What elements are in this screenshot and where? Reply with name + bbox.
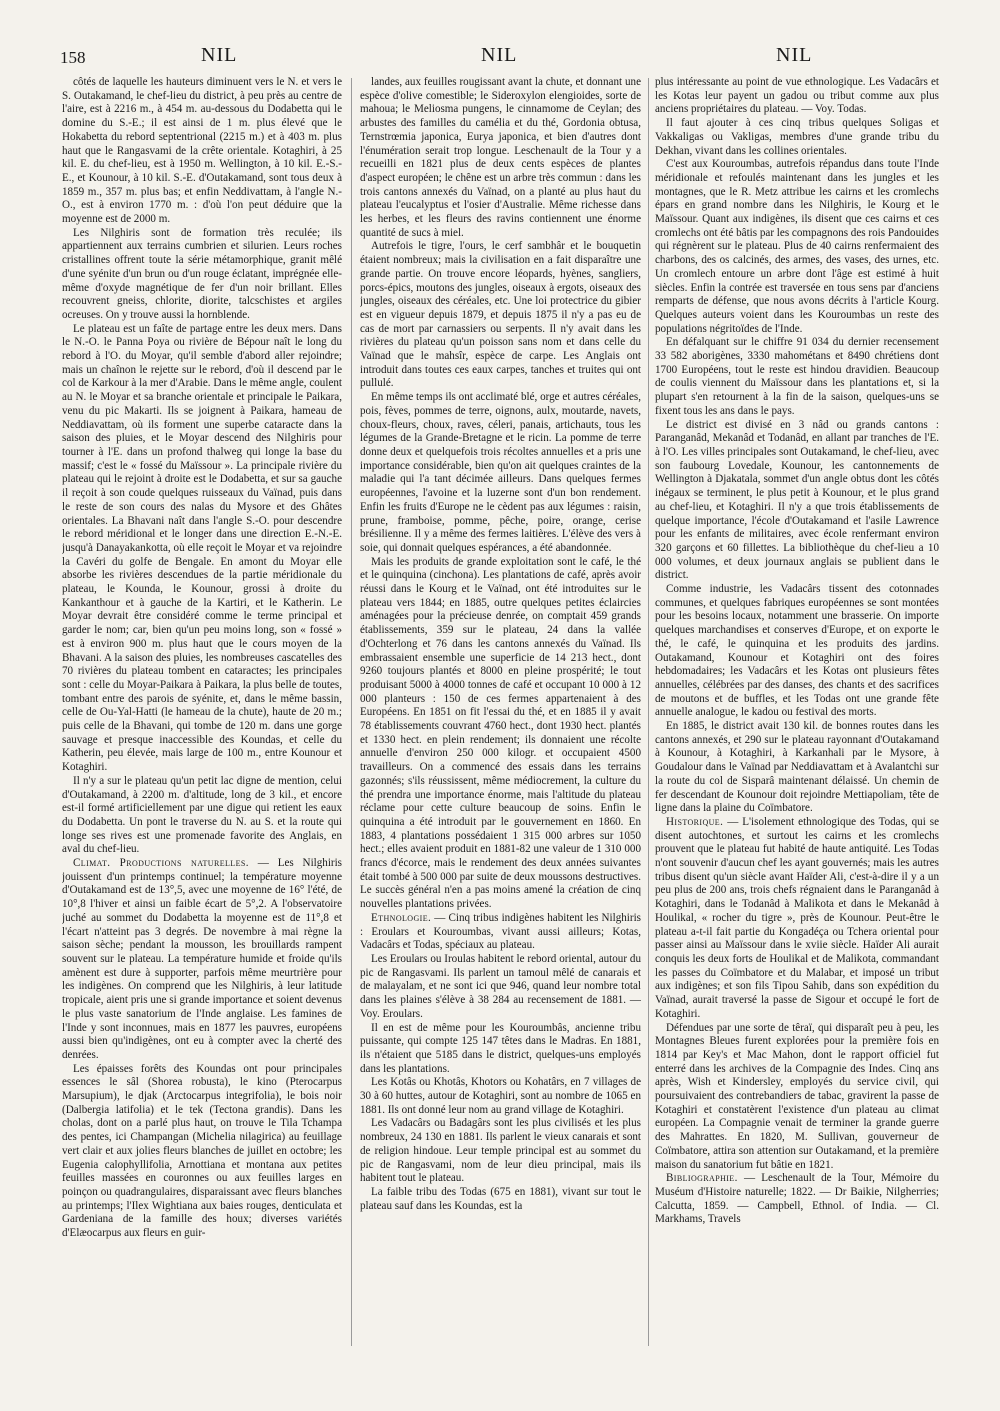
paragraph bbox=[655, 1172, 939, 1227]
paragraph bbox=[360, 1117, 641, 1186]
running-head-left: NIL bbox=[201, 44, 238, 66]
paragraph bbox=[360, 240, 641, 391]
paragraph bbox=[62, 227, 342, 323]
page-header bbox=[60, 44, 940, 78]
paragraph-text: En même temps ils ont acclimaté blé, orge et autres céréales, pois, fèves, pommes de terre, oignons, aulx, moutarde, navets, choux-fleurs, choux, raves, céleri, panais, artichauts, tous les légumes de la Grande-Bretagne et le ricin. La pomme de terre donne deux et quelquefois trois récoltes annuelles et a pris une importance considérable, bien qu'on ait quelques craintes de la maladie qui l'a tant décimée ailleurs. Dans quelques fermes européennes, l'avoine et la luzerne sont d'un bon rendement. Enfin les fruits d'Europe ne le cèdent pas aux légumes : raisin, prune, framboise, pomme, pêche, poire, orange, cerise brésilienne. Il y a même des fermes laitières. L'élève des vers à soie, qui donnait quelques espérances, a été abandonnée. bbox=[360, 391, 641, 554]
section-heading: Historique. bbox=[666, 815, 724, 828]
column-rule bbox=[351, 78, 352, 1346]
paragraph-text: landes, aux feuilles rougissant avant la chute, et donnant une espèce d'olive comestible; le Sideroxylon elengioides, sorte de mahoua; le Meliosma pungens, le cinnamome de Ceylan; des arbustes des familles du camélia et du thé, Gordonia obtusa, Ternstrœmia japonica, Eurya japonica, et bien d'autres dont l'énumération serait trop longue. Leschenault de la Tour y a recueilli en 1821 plus de deux cents espèces de plantes d'aspect européen; le chêne est un arbre très commun : dans les trois cantons annexés du Vaïnad, on a planté au plus haut du plateau l'eucalyptus et l'osier d'Australie. Même richesse dans les herbes, et les fleurs des ravins contiennent une énorme quantité de sucs à miel. bbox=[360, 76, 641, 239]
section-heading: Climat. Productions naturelles. bbox=[73, 857, 249, 870]
paragraph-text: — Cinq tribus indigènes habitent les Nilghiris : Eroulars et Kouroumbas, vivant aussi ailleurs; Kotas, Vadacârs et Todas, spéciaux au plateau. bbox=[360, 911, 641, 952]
paragraph bbox=[655, 76, 939, 117]
paragraph-text: Les Eroulars ou Iroulas habitent le rebord oriental, autour du pic de Rangasvami. Ils parlent un tamoul mêlé de canarais et de malayalam, et ne sont ici que 946, quand leur nombre total dans les plaines s'élève à 38 284 au recensement de 1881. — Voy. Eroulars. bbox=[360, 953, 641, 1020]
paragraph bbox=[655, 419, 939, 583]
column-rule bbox=[648, 78, 649, 1346]
paragraph-text: — Les Nilghiris jouissent d'un printemps continuel; la température moyenne d'Outakamand est de 13°,5, avec une moyenne de 16° l'été, de 10°,8 l'hiver et ainsi un faible écart de 5°,2. A l'observatoire juché au sommet du Dodabetta la moyenne est de 11°,8 et l'écart n'atteint pas 3 degrés. De novembre à mai règne la saison sèche; pendant la mousson, les brouillards rampent souvent sur le plateau. La température humide et froide qu'ils amènent est dure à supporter, parfois même meurtrière pour les indigènes. On comprend que les Nilghiris, à leur latitude tropicale, aient pris une si grande importance et soient devenus le plus vaste sanatorium de l'Inde anglaise. Les famines de l'Inde y sont inconnues, mais en 1877 les pauvres, européens aussi bien qu'indigènes, ont eu à compter avec la cherté des denrées. bbox=[62, 857, 342, 1061]
paragraph-text: C'est aux Kouroumbas, autrefois répandus dans toute l'Inde méridionale et refoulés maintenant dans les jungles et les montagnes, que le R. Metz attribue les cairns et les cromlechs épars en grand nombre dans les Nilghiris, le Kourg et le Maïssour. Quant aux indigènes, ils disent que ces cairns et ces cromlechs ont été bâtis par les compagnons des rois Pandouides qui régnèrent sur le plateau. Plus de 40 cairns renfermaient des charbons, des os calcinés, des armes, des vases, des urnes, etc. Un cromlech entoure un arbre dont l'âge est estimé à huit siècles. Enfin la contrée est traversée en tous sens par d'anciens remparts de défense, que nous avons décrits à l'article Kourg. Quelques auteurs voient dans les Kouroumbas un reste des populations négritoïdes de l'Inde. bbox=[655, 158, 939, 335]
paragraph bbox=[655, 816, 939, 1022]
paragraph bbox=[655, 720, 939, 816]
paragraph bbox=[655, 158, 939, 336]
paragraph bbox=[655, 117, 939, 158]
paragraph bbox=[655, 336, 939, 418]
paragraph-text: côtés de laquelle les hauteurs diminuent vers le N. et vers le S. Outakamand, le chef-lieu du district, à peu près au centre de l'aire, est à 2216 m., à 454 m. au-dessous du Dodabetta qui le domine du S.-E.; il est ainsi de 1 m. plus élevé que le Hokabetta du rebord septentrional (2215 m.) et à 403 m. plus haut que le Rangasvami de la crête orientale. Kotaghiri, à 25 kil. E. du chef-lieu, est à 1950 m. Wellington, à 10 kil. E.-S.-E., et Kounour, à 10 kil. S.-E. d'Outakamand, sont tous deux à 1859 m., 357 m. plus bas; et enfin Neddivattam, à l'angle N.-O., est à environ 1770 m. : d'où l'on peut déduire que la moyenne est de 2000 m. bbox=[62, 76, 342, 226]
paragraph-text: Mais les produits de grande exploitation sont le café, le thé et le quinquina (cinchona). Les plantations de café, après avoir réussi dans le Kourg et le Vaïnad, ont été introduites sur le plateau vers 1844; en 1885, outre quelques petites éclaircies aménagées pour la précieuse denrée, on comptait 459 grands établissements, 359 sur le plateau, 24 dans la vallée d'Ochterlong et 76 dans les cantons annexés du Vaïnad. Ils embrassaient ensemble une superficie de 14 213 hect., dont 9260 toujours plantés et 8000 en pleine prospérité; le tout produisant 5000 à 4000 tonnes de café et occupant 10 000 à 12 000 planteurs : 150 de ces fermes appartenaient à des Européens. En 1851 on fit l'essai du thé, et en 1885 il y avait 78 établissements couvrant 4760 hect., dont 1930 hect. plantés et 1330 hect. en plein rendement; ils donnaient une récolte annuelle d'environ 250 000 kilogr. et occupaient 4500 travailleurs. On a commencé des essais dans les terrains gazonnés; s'ils réussissent, même médiocrement, la culture du thé prendra une importance énorme, mais l'altitude du plateau réclame pour cette culture beaucoup de soins. Enfin le quinquina a été introduit par le gouvernement en 1860. En 1883, 4 plantations possédaient 1 315 000 arbres sur 1050 hect.; elles avaient produit en 1881-82 une valeur de 1 310 000 francs d'écorce, mais le rendement des deux années suivantes était tombé à 500 000 par suite de deux moussons destructives. Le succès général n'en a pas moins amené la création de cinq nouvelles plantations privées. bbox=[360, 555, 641, 911]
section-heading: Bibliographie. bbox=[666, 1172, 738, 1185]
paragraph-text: La faible tribu des Todas (675 en 1881), vivant sur tout le plateau sauf dans les Koundas, est la bbox=[360, 1185, 641, 1212]
paragraph bbox=[62, 76, 342, 227]
text-column-1 bbox=[62, 76, 342, 1351]
running-head-right: NIL bbox=[776, 44, 813, 66]
paragraph-text: Comme industrie, les Vadacârs tissent des cotonnades communes, et quelques fabriques européennes se sont montées pour les besoins locaux, notamment une brasserie. On importe quelques marchandises et conserves d'Europe, et on exporte le thé, le café, le quinquina et les produits des jardins. Outakamand, Kounour et Kotaghiri ont des foires hebdomadaires; les Vadacârs et les Kotas ont plusieurs fêtes annuelles, célébrées par des danses, des chants et des sacrifices de moutons et de buffles, et les Todas ont une grande fête annuelle analogue, le kadou ou festival des morts. bbox=[655, 583, 939, 719]
paragraph bbox=[62, 1063, 342, 1241]
paragraph-text: — L'isolement ethnologique des Todas, qui se disent autochtones, et surtout les cairns et les cromlechs prouvent que le plateau fut habité de haute antiquité. Les Todas n'ont souvenir d'aucun chef les ayant gouvernés; mais les autres tribus disent qu'un siècle avant Haïder Ali, c'est-à-dire il y a un peu plus de 200 ans, trois chefs régnaient dans le Paranganâd à Kotaghiri, dans le Todanâd à Malikota et dans le Mekanâd à Houlikal, « rocher du tigre », près de Kounour. Peut-être le plateau a-t-il fait partie du Kongadéça ou Tchera oriental pour passer ainsi au Maïssour dans le xviie siècle. Haïder Ali aurait conquis les deux forts de Houlikal et de Malikota, commandant les passes du Coïmbatore et du Malabar, et imposé un tribut aux indigènes; et son fils Tipou Sahib, dans son expédition du Vaïnad, aurait traversé la passe de Sigour et occupé le fort de Kotaghiri. bbox=[655, 815, 939, 1020]
paragraph-text: Le district est divisé en 3 nâd ou grands cantons : Paranganâd, Mekanâd et Todanâd, en allant par tranches de l'E. à l'O. Les villes principales sont Outakamand, le chef-lieu, avec son faubourg Lovedale, Kounour, les cantonnements de Wellington à Djakatala, sommet d'un angle obtus dont les côtés inégaux se terminent, le plus petit à Kounour, et le plus grand au chef-lieu, et Kotaghiri. Il n'y a que trois établissements de quelque importance, l'école d'Outakamand et l'asile Lawrence pour les enfants de militaires, avec école renfermant environ 320 garçons et 60 fillettes. La bibliothèque du chef-lieu a 10 000 volumes, et deux journaux anglais se publient dans le district. bbox=[655, 418, 939, 582]
paragraph-text: En 1885, le district avait 130 kil. de bonnes routes dans les cantons annexés, et 290 sur le plateau rayonnant d'Outakamand à Kounour, à Kotaghiri, à Karkanhali par le Mysore, à Goudalour dans le Vaïnad par Neddiavattam et à Avalantchi sur la route du col de Sisparâ maintenant délaissé. Un chemin de fer descendant de Kounour doit rejoindre Mettiapoliam, tête de ligne dans la plaine du Coïmbatore. bbox=[655, 720, 939, 815]
paragraph bbox=[360, 912, 641, 953]
paragraph-text: Le plateau est un faîte de partage entre les deux mers. Dans le N.-O. le Panna Poya ou rivière de Bépour naît le long du rebord à l'O. du Moyar, qu'il semble d'abord aller rejoindre; mais un chaînon le rejette sur le rebord, d'où il descend par le col de Karkour à la mer d'Arabie. Dans le même angle, coulent au N. le Moyar et sa branche orientale et principale le Paikara, venu du pic Makarti. Ils se joignent à Paikara, hameau de Neddiavattam, où ils forment une superbe cataracte dans la saison des pluies, et le Moyar descend des Nilghiris pour tourner à l'E. dans un profond thalweg qui longe la base du massif; c'est le « fossé du Maïssour ». La principale rivière du plateau qui le rejoint à droite est le Dodabetta, et sur sa gauche il reçoit à son coude quelques ruisseaux du Vaïnad, puis dans le reste de son cours des nalas du Mysore et des Ghâtes orientales. La Bhavani naît dans l'angle S.-O. pour descendre le rebord méridional et le longer dans une direction E.-N.-E. jusqu'à Danayakankotta, où elle reçoit le Moyar et va rejoindre la Cavéri du golfe de Bengale. En amont du Moyar elle absorbe les rivières descendues de la partie méridionale du plateau, le Kounda, le Kounour, grossi à droite du Kankanthour et à gauche de la Kartiri, et le Katherin. Le Moyar devrait être considéré comme le terme principal et garder le nom; car, bien qu'un peu moins long, son « fossé » est à environ 900 m. plus haut que le cours moyen de la Bhavani. A la saison des pluies, les nombreuses cascatelles des 70 rivières du plateau tombent en cataractes; les principales sont : celle du Moyar-Paikara à Paikara, la plus belle de toutes, tombant entre des parois de syénite, et, dans le même bassin, celle de Ou-Yal-Hatti (le hameau de la chute), haute de 20 m.; puis celle de la Bhavani, qui tombe de 120 m. dans une gorge sauvage et presque inaccessible des Koundas, et celle du Katherin, peu élevée, mais large de 100 m., entre Kounour et Kotaghiri. bbox=[62, 322, 342, 774]
paragraph bbox=[360, 76, 641, 240]
paragraph bbox=[62, 857, 342, 1063]
paragraph bbox=[62, 323, 342, 775]
paragraph bbox=[655, 583, 939, 720]
paragraph bbox=[360, 1022, 641, 1077]
paragraph-text: Il faut ajouter à ces cinq tribus quelques Soligas et Vakkaligas ou Vakligas, membres d'une grande tribu du Dekhan, vivant dans les collines orientales. bbox=[655, 117, 939, 157]
text-column-2 bbox=[360, 76, 641, 1351]
paragraph-text: Les épaisses forêts des Koundas ont pour principales essences le sâl (Shorea robusta), le kino (Pterocarpus Marsupium), le djak (Arctocarpus integrifolia), le bois noir (Dalbergia latifolia) et le tek (Tectona grandis). Dans les cholas, dont on a parlé plus haut, on trouve le Tila Tchampa des pentes, ici Champangan (Michelia nilagirica) au feuillage vert clair et aux jolies fleurs blanches de juillet en octobre; les Eugenia calophyllifolia, Arnottiana et montana aux petites feuilles massées en couronnes ou aux feuilles larges en poinçon ou quadrangulaires, disparaissant avec fleurs blanches au printemps; l'Ilex Wightiana aux baies rouges, denticulata et Gardeniana de la famille des houx; diverses variétés d'Elæocarpus aux fleurs en guir- bbox=[62, 1062, 342, 1240]
paragraph-text: Autrefois le tigre, l'ours, le cerf sambhâr et le bouquetin étaient nombreux; mais la civilisation en a fait disparaître une grande partie. On trouve encore léopards, hyènes, sangliers, porcs-épics, moutons des jungles, oiseaux à ergots, oiseaux des jungles, oiseaux des céréales, etc. Une loi protectrice du gibier est en vigueur depuis 1879, et depuis 1875 il n'y a pas eu de cas de mort par carnassiers ou serpents. Il n'y avait dans les rivières du plateau qu'un poisson sans nom et dans celle du Vaïnad que le mahsîr, espèce de carpe. Les Anglais ont introduit dans toutes ces eaux carpes, tanches et truites qui ont pullulé. bbox=[360, 240, 641, 390]
paragraph bbox=[655, 1022, 939, 1173]
paragraph bbox=[360, 391, 641, 555]
paragraph bbox=[360, 953, 641, 1022]
paragraph bbox=[360, 556, 641, 912]
running-head-center: NIL bbox=[481, 44, 518, 66]
paragraph-text: Défendues par une sorte de têraï, qui disparaît peu à peu, les Montagnes Bleues furent explorées pour la première fois en 1814 par Key's et Mac Mahon, dont le rapport officiel fut enterré dans les archives de la Compagnie des Indes. Cinq ans après, Wish et Kindersley, employés du service civil, qui poursuivaient des contrebandiers de tabac, gravirent la passe de Kotaghiri et constatèrent l'existence d'un plateau au climat européen. La Compagnie venait de terminer la grande guerre des Mahrattes. En 1820, M. Sullivan, gouverneur de Coïmbatore, attira son attention sur Outakamand, et la première maison du sanatorium fut bâtie en 1821. bbox=[655, 1021, 939, 1171]
paragraph-text: Les Vadacârs ou Badagârs sont les plus civilisés et les plus nombreux, 24 130 en 1881. Ils parlent le vieux canarais et sont de religion hindoue. Leur temple principal est au sommet du pic de Rangasvami, nom de leur dieu principal, mais ils habitent tout le plateau. bbox=[360, 1117, 641, 1185]
page-number: 158 bbox=[60, 48, 86, 67]
paragraph-text: Les Kotâs ou Khotâs, Khotors ou Kohatârs, en 7 villages de 30 à 60 huttes, autour de Kotaghiri, sont au nombre de 1065 en 1881. Ils ont donné leur nom au grand village de Kotaghiri. bbox=[360, 1076, 641, 1116]
paragraph bbox=[62, 775, 342, 857]
text-column-3 bbox=[655, 76, 939, 1351]
paragraph bbox=[360, 1076, 641, 1117]
paragraph-text: Il en est de même pour les Kouroumbâs, ancienne tribu puissante, qui compte 125 147 têtes dans le Madras. En 1881, ils n'étaient que 5185 dans le district, quelques-uns employés dans les plantations. bbox=[360, 1021, 641, 1075]
paragraph-text: Il n'y a sur le plateau qu'un petit lac digne de mention, celui d'Outakamand, à 2200 m. d'altitude, long de 3 kil., et encore est-il formé artificiellement par une digue qui retient les eaux du Dodabetta. Un pont le traverse du N. au S. et la route qui longe ses rives est une promenade favorite des Anglais, en aval du chef-lieu. bbox=[62, 774, 342, 856]
paragraph-text: Les Nilghiris sont de formation très reculée; ils appartiennent aux terrains cumbrien et silurien. Leurs roches cristallines offrent toute la série métamorphique, granit mêlé d'une syénite d'un brun ou d'un rouge éclatant, imprégnée elle-même d'oxyde magnétique de fer d'un noir brillant. Elles recouvrent gneiss, chlorite, diorite, talcschistes et argiles ocreuses. On y trouve aussi la hornblende. bbox=[62, 226, 342, 321]
paragraph-text: — Leschenault de la Tour, Mémoire du Muséum d'Histoire naturelle; 1822. — Dr Baikie, Nilgherries; Calcutta, 1859. — Campbell, Ethnol. of India. — Cl. Markhams, Travels bbox=[655, 1172, 939, 1226]
paragraph bbox=[360, 1186, 641, 1213]
paragraph-text: En défalquant sur le chiffre 91 034 du dernier recensement 33 582 aborigènes, 3330 mahométans et 8490 chrétiens dont 1700 Européens, tout le reste est hindou dravidien. Beaucoup de coulis viennent du Maïssour dans les plantations et, si la plupart s'en retournent à la fin de la saison, quelques-uns se fixent tous les ans dans le pays. bbox=[655, 336, 939, 417]
paragraph-text: plus intéressante au point de vue ethnologique. Les Vadacârs et les Kotas leur payent un gadou ou tribut comme aux plus anciens propriétaires du plateau. — Voy. Todas. bbox=[655, 76, 939, 116]
section-heading: Ethnologie. bbox=[371, 911, 432, 924]
